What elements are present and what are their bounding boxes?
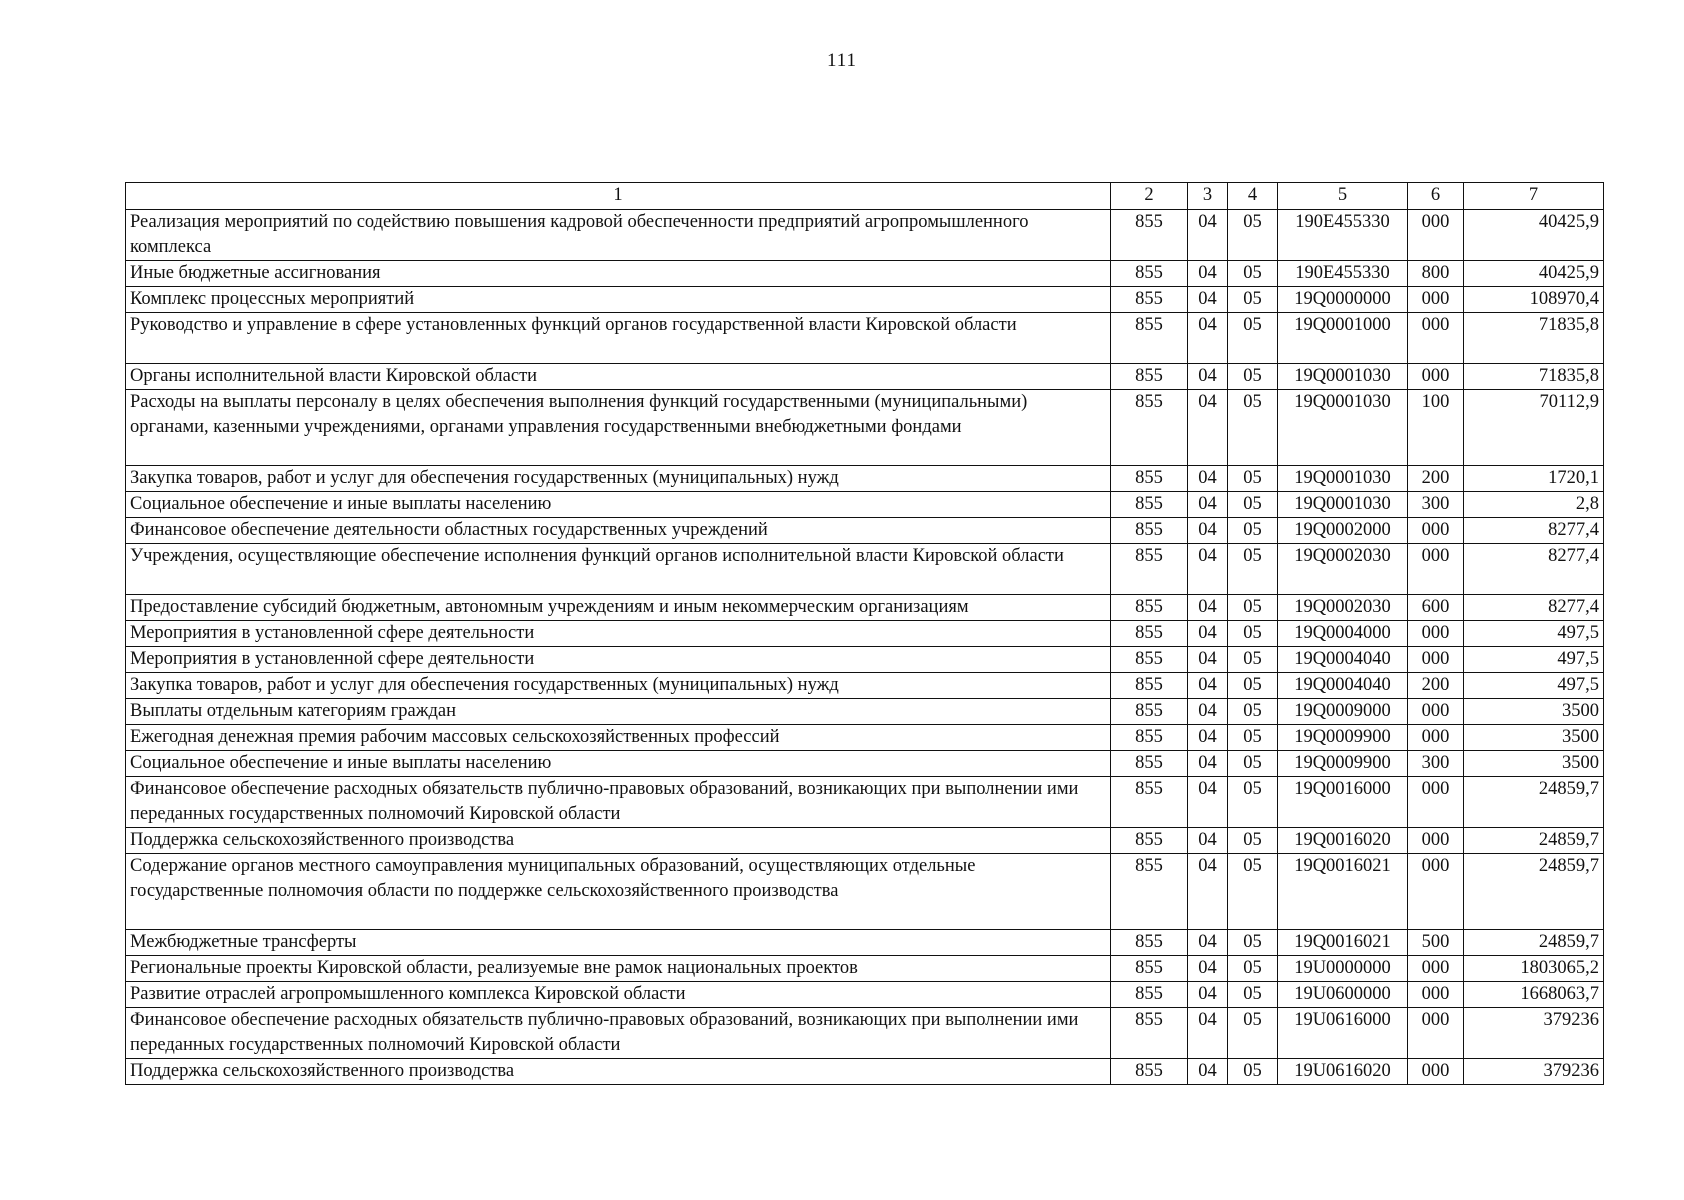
row-admin-code: 855 (1111, 777, 1188, 828)
row-subsection: 05 (1228, 313, 1278, 364)
column-header: 2 (1111, 183, 1188, 210)
row-admin-code: 855 (1111, 828, 1188, 854)
row-amount: 40425,9 (1464, 261, 1604, 287)
row-section: 04 (1188, 621, 1228, 647)
row-expense-type: 000 (1408, 1008, 1464, 1059)
row-expense-type: 000 (1408, 956, 1464, 982)
row-subsection: 05 (1228, 621, 1278, 647)
row-subsection: 05 (1228, 1059, 1278, 1085)
row-target-article: 19Q0002000 (1278, 518, 1408, 544)
row-name: Расходы на выплаты персоналу в целях обеспечения выполнения функций государственными (муниципальными) органами, казенными учреждениями, органами управления государственными внебюджетными фондами (126, 390, 1111, 466)
row-admin-code: 855 (1111, 725, 1188, 751)
row-admin-code: 855 (1111, 313, 1188, 364)
table-row (126, 1059, 1604, 1085)
row-admin-code: 855 (1111, 492, 1188, 518)
column-header: 6 (1408, 183, 1464, 210)
row-subsection: 05 (1228, 982, 1278, 1008)
row-subsection: 05 (1228, 261, 1278, 287)
row-amount: 8277,4 (1464, 518, 1604, 544)
row-target-article: 19U0600000 (1278, 982, 1408, 1008)
row-name: Мероприятия в установленной сфере деятельности (126, 647, 1111, 673)
row-amount: 1720,1 (1464, 466, 1604, 492)
row-expense-type: 000 (1408, 518, 1464, 544)
row-target-article: 19Q0009900 (1278, 725, 1408, 751)
row-section: 04 (1188, 930, 1228, 956)
row-section: 04 (1188, 390, 1228, 466)
page-number: 111 (826, 50, 858, 71)
budget-table (125, 182, 1604, 1085)
row-name: Закупка товаров, работ и услуг для обеспечения государственных (муниципальных) нужд (126, 466, 1111, 492)
row-section: 04 (1188, 261, 1228, 287)
row-target-article: 19Q0001030 (1278, 364, 1408, 390)
row-name: Ежегодная денежная премия рабочим массовых сельскохозяйственных профессий (126, 725, 1111, 751)
table-row (126, 544, 1604, 595)
row-name: Финансовое обеспечение расходных обязательств публично-правовых образований, возникающих при выполнении ими переданных государственных полномочий Кировской области (126, 777, 1111, 828)
row-section: 04 (1188, 751, 1228, 777)
row-target-article: 19Q0016000 (1278, 777, 1408, 828)
row-subsection: 05 (1228, 390, 1278, 466)
table-row (126, 466, 1604, 492)
row-name: Реализация мероприятий по содействию повышения кадровой обеспеченности предприятий агропромышленного комплекса (126, 210, 1111, 261)
table-row (126, 673, 1604, 699)
row-target-article: 19Q0001030 (1278, 390, 1408, 466)
row-expense-type: 000 (1408, 364, 1464, 390)
row-subsection: 05 (1228, 595, 1278, 621)
row-subsection: 05 (1228, 699, 1278, 725)
row-target-article: 19Q0002030 (1278, 544, 1408, 595)
row-amount: 8277,4 (1464, 544, 1604, 595)
row-amount: 379236 (1464, 1008, 1604, 1059)
row-admin-code: 855 (1111, 595, 1188, 621)
table-row (126, 751, 1604, 777)
row-amount: 24859,7 (1464, 828, 1604, 854)
row-section: 04 (1188, 982, 1228, 1008)
row-expense-type: 300 (1408, 492, 1464, 518)
row-admin-code: 855 (1111, 518, 1188, 544)
row-admin-code: 855 (1111, 854, 1188, 930)
table-row (126, 313, 1604, 364)
table-row (126, 621, 1604, 647)
row-name: Поддержка сельскохозяйственного производства (126, 1059, 1111, 1085)
row-amount: 24859,7 (1464, 777, 1604, 828)
row-target-article: 19Q0016021 (1278, 854, 1408, 930)
row-section: 04 (1188, 673, 1228, 699)
row-admin-code: 855 (1111, 466, 1188, 492)
row-admin-code: 855 (1111, 751, 1188, 777)
row-expense-type: 100 (1408, 390, 1464, 466)
table-row (126, 725, 1604, 751)
row-target-article: 19Q0001000 (1278, 313, 1408, 364)
row-amount: 497,5 (1464, 673, 1604, 699)
row-admin-code: 855 (1111, 390, 1188, 466)
row-target-article: 19Q0009000 (1278, 699, 1408, 725)
row-target-article: 19Q0009900 (1278, 751, 1408, 777)
row-amount: 24859,7 (1464, 854, 1604, 930)
row-target-article: 19U0000000 (1278, 956, 1408, 982)
row-name: Финансовое обеспечение деятельности областных государственных учреждений (126, 518, 1111, 544)
row-subsection: 05 (1228, 930, 1278, 956)
row-expense-type: 200 (1408, 466, 1464, 492)
row-amount: 8277,4 (1464, 595, 1604, 621)
row-amount: 3500 (1464, 751, 1604, 777)
row-target-article: 19Q0000000 (1278, 287, 1408, 313)
row-target-article: 19Q0001030 (1278, 492, 1408, 518)
row-name: Иные бюджетные ассигнования (126, 261, 1111, 287)
row-admin-code: 855 (1111, 956, 1188, 982)
table-row (126, 956, 1604, 982)
table-row (126, 982, 1604, 1008)
row-expense-type: 000 (1408, 828, 1464, 854)
row-section: 04 (1188, 287, 1228, 313)
column-header: 3 (1188, 183, 1228, 210)
row-admin-code: 855 (1111, 699, 1188, 725)
table-row (126, 364, 1604, 390)
row-expense-type: 600 (1408, 595, 1464, 621)
row-expense-type: 000 (1408, 287, 1464, 313)
row-amount: 1803065,2 (1464, 956, 1604, 982)
row-subsection: 05 (1228, 673, 1278, 699)
row-name: Региональные проекты Кировской области, реализуемые вне рамок национальных проектов (126, 956, 1111, 982)
table-row (126, 930, 1604, 956)
row-admin-code: 855 (1111, 261, 1188, 287)
row-amount: 2,8 (1464, 492, 1604, 518)
row-target-article: 19Q0001030 (1278, 466, 1408, 492)
row-admin-code: 855 (1111, 210, 1188, 261)
row-amount: 3500 (1464, 699, 1604, 725)
row-expense-type: 000 (1408, 210, 1464, 261)
table-row (126, 210, 1604, 261)
row-section: 04 (1188, 492, 1228, 518)
column-header: 5 (1278, 183, 1408, 210)
row-admin-code: 855 (1111, 930, 1188, 956)
row-subsection: 05 (1228, 777, 1278, 828)
row-section: 04 (1188, 364, 1228, 390)
table-row (126, 595, 1604, 621)
row-expense-type: 000 (1408, 699, 1464, 725)
row-admin-code: 855 (1111, 621, 1188, 647)
row-name: Органы исполнительной власти Кировской области (126, 364, 1111, 390)
row-admin-code: 855 (1111, 647, 1188, 673)
table-row (126, 1008, 1604, 1059)
row-section: 04 (1188, 210, 1228, 261)
table-row (126, 492, 1604, 518)
row-expense-type: 000 (1408, 313, 1464, 364)
row-section: 04 (1188, 699, 1228, 725)
row-section: 04 (1188, 777, 1228, 828)
row-subsection: 05 (1228, 854, 1278, 930)
row-name: Комплекс процессных мероприятий (126, 287, 1111, 313)
row-subsection: 05 (1228, 725, 1278, 751)
row-name: Социальное обеспечение и иные выплаты населению (126, 751, 1111, 777)
column-header: 7 (1464, 183, 1604, 210)
row-amount: 1668063,7 (1464, 982, 1604, 1008)
row-name: Социальное обеспечение и иные выплаты населению (126, 492, 1111, 518)
table-row (126, 287, 1604, 313)
row-admin-code: 855 (1111, 1008, 1188, 1059)
row-subsection: 05 (1228, 544, 1278, 595)
row-target-article: 19Q0004040 (1278, 647, 1408, 673)
column-header: 1 (126, 183, 1111, 210)
row-name: Закупка товаров, работ и услуг для обеспечения государственных (муниципальных) нужд (126, 673, 1111, 699)
row-amount: 71835,8 (1464, 313, 1604, 364)
row-expense-type: 000 (1408, 982, 1464, 1008)
header-row (126, 183, 1604, 210)
row-subsection: 05 (1228, 364, 1278, 390)
row-section: 04 (1188, 518, 1228, 544)
row-name: Мероприятия в установленной сфере деятельности (126, 621, 1111, 647)
row-name: Межбюджетные трансферты (126, 930, 1111, 956)
row-target-article: 19Q0016021 (1278, 930, 1408, 956)
row-expense-type: 000 (1408, 854, 1464, 930)
row-expense-type: 000 (1408, 725, 1464, 751)
table-row (126, 390, 1604, 466)
row-admin-code: 855 (1111, 287, 1188, 313)
row-target-article: 19Q0002030 (1278, 595, 1408, 621)
row-target-article: 19U0616000 (1278, 1008, 1408, 1059)
row-expense-type: 000 (1408, 544, 1464, 595)
row-subsection: 05 (1228, 210, 1278, 261)
row-expense-type: 300 (1408, 751, 1464, 777)
row-admin-code: 855 (1111, 364, 1188, 390)
row-name: Учреждения, осуществляющие обеспечение исполнения функций органов исполнительной власти Кировской области (126, 544, 1111, 595)
row-subsection: 05 (1228, 518, 1278, 544)
row-target-article: 19Q0016020 (1278, 828, 1408, 854)
row-section: 04 (1188, 466, 1228, 492)
row-target-article: 19U0616020 (1278, 1059, 1408, 1085)
row-amount: 71835,8 (1464, 364, 1604, 390)
row-subsection: 05 (1228, 956, 1278, 982)
row-subsection: 05 (1228, 647, 1278, 673)
row-expense-type: 000 (1408, 647, 1464, 673)
table-row (126, 518, 1604, 544)
table-row (126, 854, 1604, 930)
row-target-article: 19Q0004040 (1278, 673, 1408, 699)
row-subsection: 05 (1228, 828, 1278, 854)
row-name: Выплаты отдельным категориям граждан (126, 699, 1111, 725)
row-admin-code: 855 (1111, 544, 1188, 595)
row-section: 04 (1188, 595, 1228, 621)
row-section: 04 (1188, 313, 1228, 364)
table-row (126, 261, 1604, 287)
row-target-article: 190E455330 (1278, 210, 1408, 261)
table-row (126, 647, 1604, 673)
row-amount: 24859,7 (1464, 930, 1604, 956)
row-amount: 108970,4 (1464, 287, 1604, 313)
row-expense-type: 800 (1408, 261, 1464, 287)
row-admin-code: 855 (1111, 1059, 1188, 1085)
row-amount: 379236 (1464, 1059, 1604, 1085)
row-name: Развитие отраслей агропромышленного комплекса Кировской области (126, 982, 1111, 1008)
row-expense-type: 000 (1408, 777, 1464, 828)
row-section: 04 (1188, 956, 1228, 982)
row-amount: 497,5 (1464, 647, 1604, 673)
row-section: 04 (1188, 544, 1228, 595)
row-admin-code: 855 (1111, 673, 1188, 699)
row-amount: 70112,9 (1464, 390, 1604, 466)
row-subsection: 05 (1228, 466, 1278, 492)
row-target-article: 190E455330 (1278, 261, 1408, 287)
table-row (126, 699, 1604, 725)
row-admin-code: 855 (1111, 982, 1188, 1008)
column-header: 4 (1228, 183, 1278, 210)
row-subsection: 05 (1228, 1008, 1278, 1059)
row-section: 04 (1188, 1059, 1228, 1085)
row-subsection: 05 (1228, 287, 1278, 313)
row-section: 04 (1188, 647, 1228, 673)
row-target-article: 19Q0004000 (1278, 621, 1408, 647)
row-section: 04 (1188, 1008, 1228, 1059)
row-section: 04 (1188, 828, 1228, 854)
table-row (126, 777, 1604, 828)
table-row (126, 828, 1604, 854)
row-section: 04 (1188, 854, 1228, 930)
row-name: Финансовое обеспечение расходных обязательств публично-правовых образований, возникающих при выполнении ими переданных государственных полномочий Кировской области (126, 1008, 1111, 1059)
row-amount: 3500 (1464, 725, 1604, 751)
row-name: Руководство и управление в сфере установленных функций органов государственной власти Кировской области (126, 313, 1111, 364)
row-name: Поддержка сельскохозяйственного производства (126, 828, 1111, 854)
row-amount: 40425,9 (1464, 210, 1604, 261)
row-subsection: 05 (1228, 492, 1278, 518)
row-name: Содержание органов местного самоуправления муниципальных образований, осуществляющих отдельные государственные полномочия области по поддержке сельскохозяйственного производства (126, 854, 1111, 930)
row-expense-type: 000 (1408, 621, 1464, 647)
row-subsection: 05 (1228, 751, 1278, 777)
row-name: Предоставление субсидий бюджетным, автономным учреждениям и иным некоммерческим организациям (126, 595, 1111, 621)
row-amount: 497,5 (1464, 621, 1604, 647)
row-expense-type: 500 (1408, 930, 1464, 956)
row-expense-type: 000 (1408, 1059, 1464, 1085)
row-expense-type: 200 (1408, 673, 1464, 699)
row-section: 04 (1188, 725, 1228, 751)
